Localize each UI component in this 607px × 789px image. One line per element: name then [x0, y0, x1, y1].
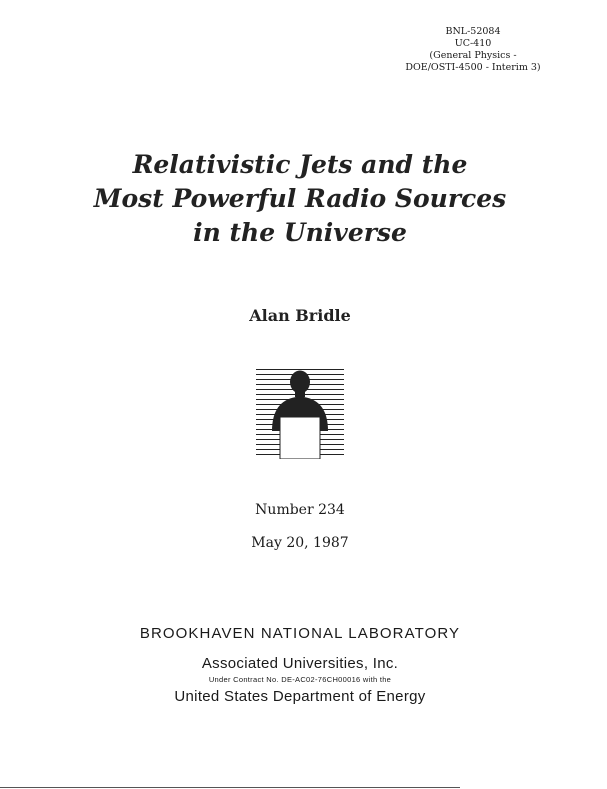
author-name: Alan Bridle: [249, 306, 351, 325]
lecture-podium-logo-icon: [256, 367, 344, 459]
category-code: UC-410: [454, 38, 492, 49]
report-series-number: Number 234: [255, 502, 345, 518]
report-number-block: [383, 26, 563, 74]
bottom-divider: [0, 787, 460, 788]
category-name: (General Physics -: [429, 50, 517, 61]
sponsor-agency: United States Department of Energy: [174, 688, 426, 705]
contract-number: Under Contract No. DE-AC02-76CH00016 with the: [208, 675, 392, 684]
laboratory-name: BROOKHAVEN NATIONAL LABORATORY: [139, 625, 461, 642]
report-number: BNL-52084: [445, 26, 501, 37]
title-line-3: in the Universe: [193, 218, 407, 247]
publication-date: May 20, 1987: [251, 535, 349, 551]
title-line-1: Relativistic Jets and the: [132, 150, 468, 179]
distribution-code: DOE/OSTI-4500 - Interim 3): [405, 62, 541, 73]
operator-name: Associated Universities, Inc.: [201, 655, 399, 672]
document-title: [0, 148, 600, 250]
title-line-2: Most Powerful Radio Sources: [93, 184, 507, 213]
